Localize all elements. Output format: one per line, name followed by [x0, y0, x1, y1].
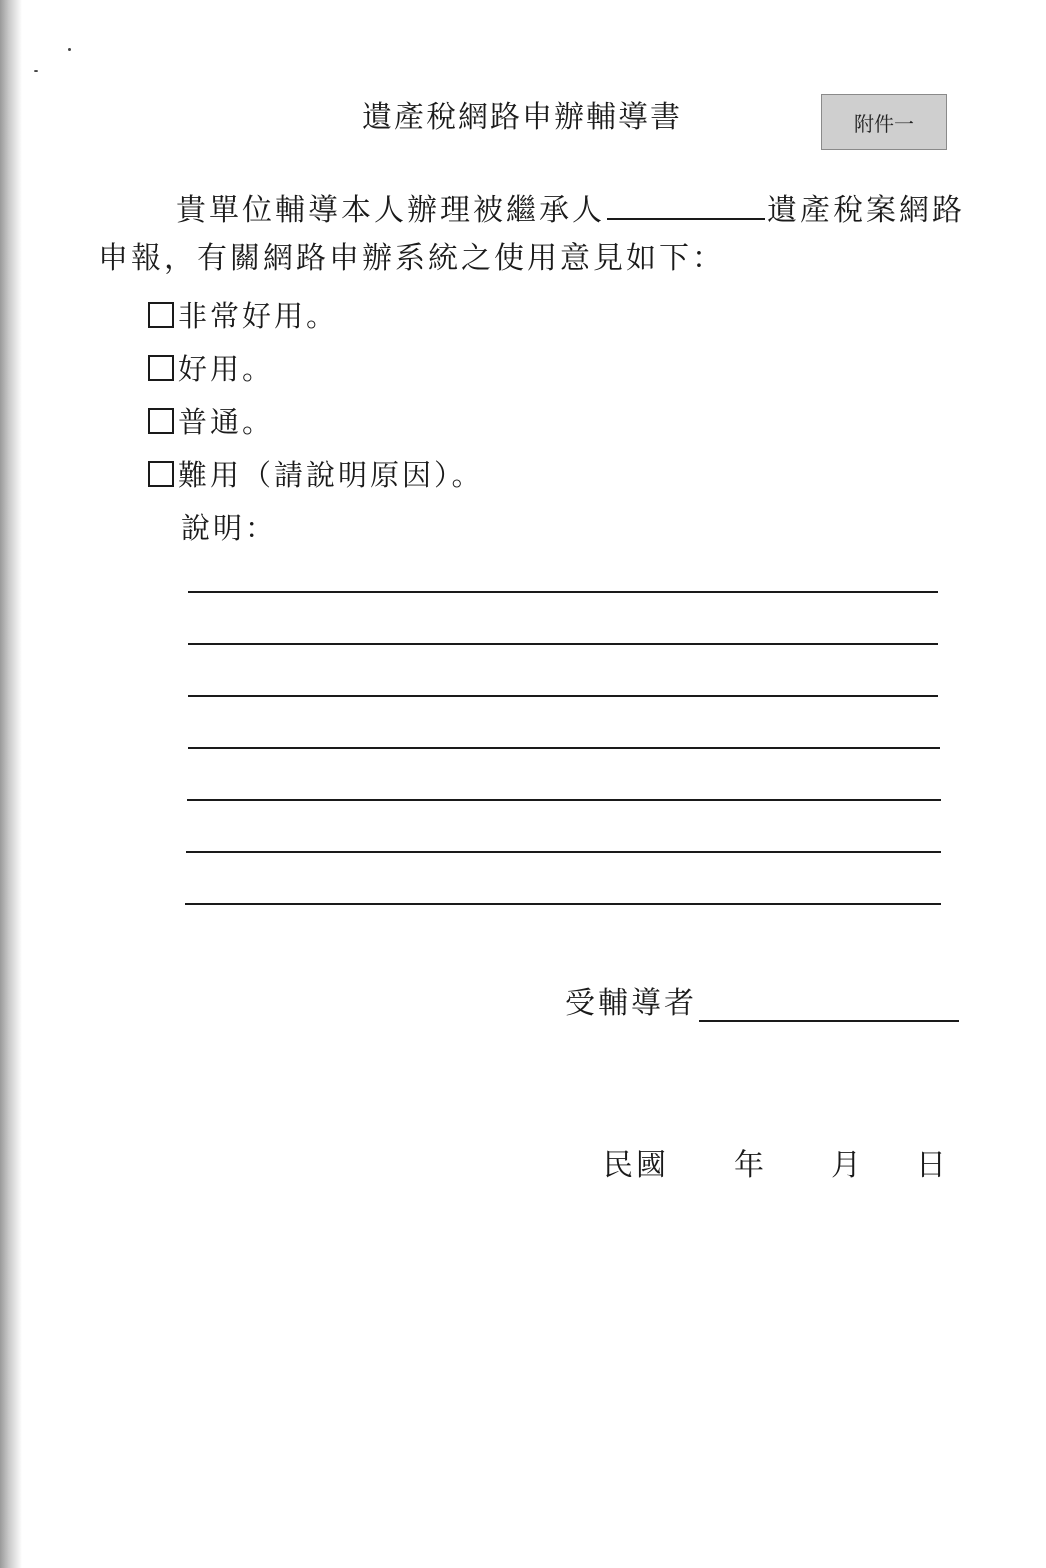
- signer-signature-blank[interactable]: [699, 988, 959, 1022]
- explanation-line-3[interactable]: [188, 695, 938, 697]
- option-label: 好用。: [178, 352, 275, 386]
- option-label: 非常好用。: [178, 299, 339, 333]
- explanation-line-2[interactable]: [188, 643, 938, 645]
- explanation-line-7[interactable]: [185, 903, 941, 905]
- signer-label: 受輔導者: [565, 986, 697, 1021]
- explanation-line-5[interactable]: [187, 799, 941, 801]
- date-month-label: 月: [831, 1148, 861, 1183]
- scanned-page-edge: [0, 0, 22, 1568]
- date-era-label: 民國: [603, 1148, 669, 1183]
- scan-speck: [34, 70, 38, 72]
- checkbox-easy[interactable]: [148, 355, 174, 381]
- signer-row: [565, 978, 959, 1022]
- option-hard-to-use[interactable]: [148, 453, 484, 494]
- explanation-line-1[interactable]: [188, 591, 938, 593]
- intro-line-1: [176, 188, 965, 229]
- option-very-easy[interactable]: [148, 294, 338, 335]
- intro-text-part1: 貴單位輔導本人辦理被繼承人: [176, 193, 605, 228]
- option-average[interactable]: [148, 400, 274, 441]
- intro-line-2: 申報，有關網路申辦系統之使用意見如下：: [98, 241, 725, 276]
- checkbox-very-easy[interactable]: [148, 302, 174, 328]
- date-day-label: 日: [916, 1148, 946, 1183]
- date-year-label: 年: [734, 1148, 764, 1183]
- option-easy[interactable]: [148, 347, 274, 388]
- explanation-line-4[interactable]: [188, 747, 940, 749]
- intro-text-part2: 遺產稅案網路: [767, 193, 965, 228]
- explanation-label: 說明：: [181, 511, 278, 545]
- option-label: 難用（請說明原因）。: [178, 458, 484, 492]
- attachment-label: 附件一: [821, 94, 947, 150]
- option-label: 普通。: [178, 405, 275, 439]
- checkbox-average[interactable]: [148, 408, 174, 434]
- document-title: 遺產稅網路申辦輔導書: [362, 100, 682, 135]
- explanation-line-6[interactable]: [186, 851, 941, 853]
- scan-speck: [68, 48, 71, 51]
- decedent-name-blank[interactable]: [607, 188, 765, 220]
- checkbox-hard-to-use[interactable]: [148, 461, 174, 487]
